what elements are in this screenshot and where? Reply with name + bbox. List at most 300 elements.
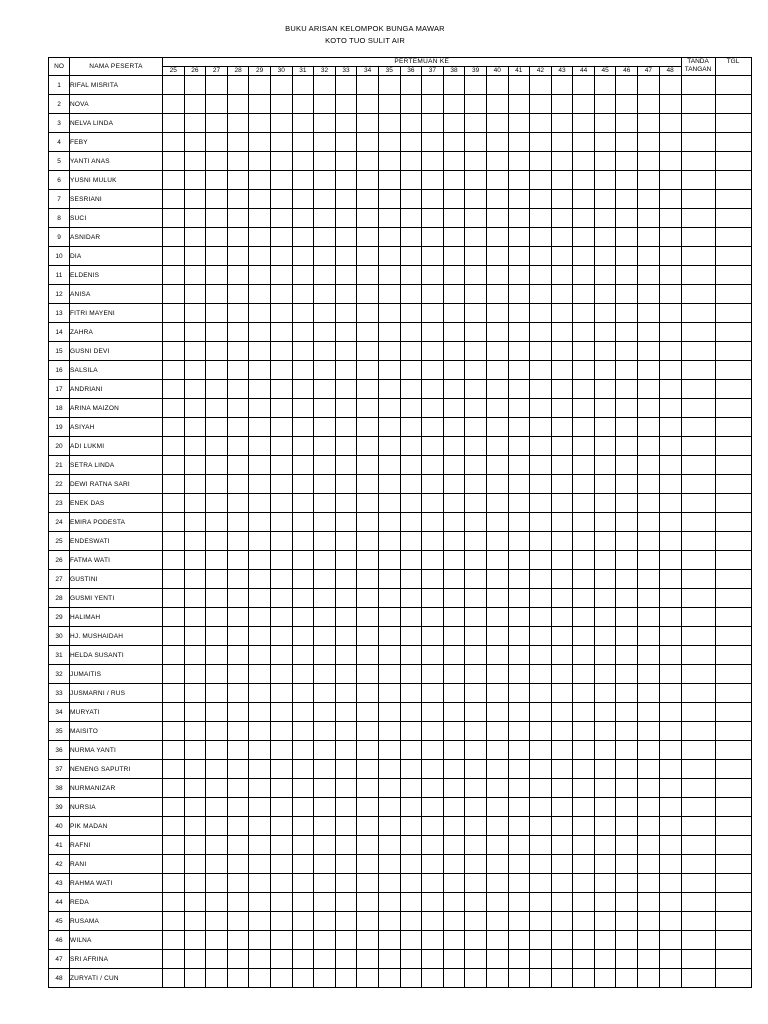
meeting-cell bbox=[551, 266, 573, 285]
meeting-cell bbox=[659, 133, 681, 152]
meeting-cell bbox=[378, 399, 400, 418]
participant-name: MAISITO bbox=[70, 722, 163, 741]
meeting-cell bbox=[400, 133, 422, 152]
meeting-cell bbox=[443, 950, 465, 969]
meeting-cell bbox=[573, 266, 595, 285]
meeting-cell bbox=[508, 570, 530, 589]
meeting-cell bbox=[508, 912, 530, 931]
meeting-cell bbox=[508, 361, 530, 380]
meeting-cell bbox=[357, 133, 379, 152]
row-number: 10 bbox=[49, 247, 70, 266]
row-number: 37 bbox=[49, 760, 70, 779]
meeting-cell bbox=[227, 133, 249, 152]
meeting-cell bbox=[335, 133, 357, 152]
meeting-cell bbox=[227, 741, 249, 760]
signature-cell bbox=[681, 855, 715, 874]
meeting-cell bbox=[465, 247, 487, 266]
meeting-number-header: 40 bbox=[486, 67, 508, 76]
meeting-cell bbox=[443, 133, 465, 152]
meeting-cell bbox=[616, 437, 638, 456]
signature-cell bbox=[681, 285, 715, 304]
meeting-cell bbox=[314, 779, 336, 798]
table-row bbox=[49, 931, 752, 950]
meeting-cell bbox=[206, 855, 228, 874]
meeting-cell bbox=[163, 912, 185, 931]
meeting-cell bbox=[314, 437, 336, 456]
meeting-cell bbox=[163, 152, 185, 171]
meeting-cell bbox=[314, 874, 336, 893]
meeting-cell bbox=[638, 228, 660, 247]
meeting-cell bbox=[486, 950, 508, 969]
participant-name: ENDESWATI bbox=[70, 532, 163, 551]
meeting-cell bbox=[659, 171, 681, 190]
meeting-cell bbox=[206, 513, 228, 532]
meeting-cell bbox=[530, 266, 552, 285]
meeting-cell bbox=[357, 209, 379, 228]
meeting-cell bbox=[378, 323, 400, 342]
participant-name: EMIRA PODESTA bbox=[70, 513, 163, 532]
meeting-cell bbox=[443, 342, 465, 361]
meeting-cell bbox=[184, 361, 206, 380]
meeting-cell bbox=[400, 209, 422, 228]
meeting-cell bbox=[638, 76, 660, 95]
meeting-cell bbox=[357, 361, 379, 380]
table-row bbox=[49, 912, 752, 931]
meeting-cell bbox=[465, 760, 487, 779]
meeting-cell bbox=[551, 494, 573, 513]
row-number: 44 bbox=[49, 893, 70, 912]
meeting-cell bbox=[378, 190, 400, 209]
meeting-cell bbox=[292, 133, 314, 152]
meeting-cell bbox=[638, 817, 660, 836]
row-number: 22 bbox=[49, 475, 70, 494]
meeting-cell bbox=[443, 760, 465, 779]
meeting-cell bbox=[314, 722, 336, 741]
meeting-cell bbox=[551, 418, 573, 437]
participant-name: REDA bbox=[70, 893, 163, 912]
meeting-cell bbox=[378, 950, 400, 969]
meeting-cell bbox=[530, 684, 552, 703]
meeting-cell bbox=[551, 285, 573, 304]
meeting-cell bbox=[659, 342, 681, 361]
meeting-cell bbox=[357, 475, 379, 494]
participant-name: GUSMI YENTI bbox=[70, 589, 163, 608]
meeting-cell bbox=[594, 589, 616, 608]
meeting-cell bbox=[400, 532, 422, 551]
signature-cell bbox=[681, 152, 715, 171]
meeting-cell bbox=[443, 228, 465, 247]
meeting-cell bbox=[638, 950, 660, 969]
meeting-cell bbox=[184, 209, 206, 228]
meeting-cell bbox=[508, 703, 530, 722]
meeting-cell bbox=[594, 760, 616, 779]
meeting-cell bbox=[594, 817, 616, 836]
meeting-cell bbox=[508, 741, 530, 760]
date-cell bbox=[715, 855, 751, 874]
meeting-cell bbox=[206, 361, 228, 380]
meeting-cell bbox=[573, 76, 595, 95]
meeting-cell bbox=[573, 323, 595, 342]
meeting-cell bbox=[270, 209, 292, 228]
meeting-cell bbox=[465, 475, 487, 494]
meeting-cell bbox=[594, 513, 616, 532]
meeting-cell bbox=[659, 741, 681, 760]
meeting-cell bbox=[594, 475, 616, 494]
meeting-cell bbox=[270, 418, 292, 437]
meeting-cell bbox=[551, 228, 573, 247]
meeting-cell bbox=[314, 76, 336, 95]
meeting-cell bbox=[227, 760, 249, 779]
meeting-cell bbox=[465, 342, 487, 361]
meeting-cell bbox=[184, 437, 206, 456]
meeting-cell bbox=[292, 779, 314, 798]
table-row bbox=[49, 266, 752, 285]
meeting-cell bbox=[638, 399, 660, 418]
meeting-cell bbox=[508, 342, 530, 361]
meeting-cell bbox=[551, 475, 573, 494]
meeting-cell bbox=[508, 285, 530, 304]
meeting-cell bbox=[638, 589, 660, 608]
meeting-cell bbox=[163, 418, 185, 437]
meeting-cell bbox=[357, 418, 379, 437]
meeting-cell bbox=[335, 931, 357, 950]
participant-name: YANTI ANAS bbox=[70, 152, 163, 171]
signature-cell bbox=[681, 95, 715, 114]
meeting-cell bbox=[443, 418, 465, 437]
meeting-cell bbox=[184, 133, 206, 152]
meeting-cell bbox=[292, 247, 314, 266]
row-number: 9 bbox=[49, 228, 70, 247]
meeting-cell bbox=[227, 912, 249, 931]
date-cell bbox=[715, 361, 751, 380]
meeting-cell bbox=[486, 893, 508, 912]
meeting-cell bbox=[227, 418, 249, 437]
signature-cell bbox=[681, 76, 715, 95]
meeting-cell bbox=[270, 779, 292, 798]
date-cell bbox=[715, 817, 751, 836]
meeting-cell bbox=[249, 323, 271, 342]
meeting-cell bbox=[400, 741, 422, 760]
meeting-cell bbox=[335, 418, 357, 437]
meeting-cell bbox=[378, 589, 400, 608]
meeting-cell bbox=[659, 266, 681, 285]
meeting-cell bbox=[486, 931, 508, 950]
meeting-cell bbox=[573, 836, 595, 855]
meeting-cell bbox=[465, 627, 487, 646]
meeting-cell bbox=[184, 646, 206, 665]
meeting-cell bbox=[594, 570, 616, 589]
meeting-cell bbox=[486, 627, 508, 646]
meeting-cell bbox=[551, 703, 573, 722]
meeting-cell bbox=[530, 836, 552, 855]
meeting-cell bbox=[659, 399, 681, 418]
date-cell bbox=[715, 304, 751, 323]
meeting-cell bbox=[443, 722, 465, 741]
meeting-cell bbox=[465, 817, 487, 836]
meeting-cell bbox=[530, 228, 552, 247]
meeting-cell bbox=[573, 798, 595, 817]
meeting-cell bbox=[206, 399, 228, 418]
meeting-cell bbox=[357, 95, 379, 114]
meeting-cell bbox=[594, 532, 616, 551]
meeting-cell bbox=[314, 342, 336, 361]
meeting-cell bbox=[659, 836, 681, 855]
meeting-cell bbox=[508, 950, 530, 969]
meeting-cell bbox=[314, 912, 336, 931]
meeting-cell bbox=[400, 608, 422, 627]
meeting-cell bbox=[443, 779, 465, 798]
meeting-cell bbox=[530, 570, 552, 589]
meeting-cell bbox=[206, 722, 228, 741]
meeting-cell bbox=[422, 361, 444, 380]
signature-cell bbox=[681, 836, 715, 855]
meeting-cell bbox=[292, 76, 314, 95]
meeting-cell bbox=[335, 646, 357, 665]
meeting-cell bbox=[314, 969, 336, 988]
signature-cell bbox=[681, 513, 715, 532]
meeting-cell bbox=[616, 684, 638, 703]
meeting-cell bbox=[292, 532, 314, 551]
date-cell bbox=[715, 931, 751, 950]
meeting-cell bbox=[335, 513, 357, 532]
meeting-cell bbox=[573, 437, 595, 456]
meeting-cell bbox=[314, 760, 336, 779]
signature-cell bbox=[681, 646, 715, 665]
row-number: 38 bbox=[49, 779, 70, 798]
meeting-cell bbox=[163, 665, 185, 684]
meeting-cell bbox=[530, 969, 552, 988]
meeting-number-header: 26 bbox=[184, 67, 206, 76]
meeting-cell bbox=[465, 684, 487, 703]
meeting-cell bbox=[443, 684, 465, 703]
meeting-number-header: 27 bbox=[206, 67, 228, 76]
meeting-cell bbox=[508, 855, 530, 874]
meeting-cell bbox=[573, 912, 595, 931]
meeting-cell bbox=[292, 285, 314, 304]
participant-name: DIA bbox=[70, 247, 163, 266]
date-cell bbox=[715, 133, 751, 152]
meeting-cell bbox=[638, 380, 660, 399]
meeting-cell bbox=[292, 893, 314, 912]
meeting-cell bbox=[465, 304, 487, 323]
meeting-cell bbox=[443, 551, 465, 570]
date-cell bbox=[715, 152, 751, 171]
participant-name: ELDENIS bbox=[70, 266, 163, 285]
meeting-cell bbox=[486, 209, 508, 228]
meeting-cell bbox=[551, 570, 573, 589]
row-number: 46 bbox=[49, 931, 70, 950]
meeting-cell bbox=[573, 779, 595, 798]
meeting-cell bbox=[551, 114, 573, 133]
signature-cell bbox=[681, 779, 715, 798]
meeting-cell bbox=[573, 703, 595, 722]
table-row bbox=[49, 114, 752, 133]
meeting-cell bbox=[594, 95, 616, 114]
meeting-cell bbox=[551, 855, 573, 874]
meeting-cell bbox=[594, 247, 616, 266]
meeting-cell bbox=[422, 437, 444, 456]
meeting-cell bbox=[184, 456, 206, 475]
meeting-cell bbox=[163, 209, 185, 228]
meeting-cell bbox=[270, 589, 292, 608]
table-row bbox=[49, 741, 752, 760]
meeting-cell bbox=[486, 475, 508, 494]
meeting-cell bbox=[163, 380, 185, 399]
date-cell bbox=[715, 570, 751, 589]
table-row bbox=[49, 380, 752, 399]
meeting-cell bbox=[249, 95, 271, 114]
meeting-cell bbox=[638, 190, 660, 209]
meeting-cell bbox=[357, 551, 379, 570]
meeting-cell bbox=[508, 665, 530, 684]
meeting-number-header: 30 bbox=[270, 67, 292, 76]
participant-name: JUMAITIS bbox=[70, 665, 163, 684]
meeting-number-header: 35 bbox=[378, 67, 400, 76]
meeting-cell bbox=[573, 380, 595, 399]
meeting-cell bbox=[443, 855, 465, 874]
meeting-cell bbox=[184, 285, 206, 304]
meeting-cell bbox=[400, 817, 422, 836]
meeting-cell bbox=[163, 266, 185, 285]
meeting-cell bbox=[443, 437, 465, 456]
meeting-cell bbox=[206, 608, 228, 627]
meeting-cell bbox=[292, 684, 314, 703]
meeting-cell bbox=[551, 646, 573, 665]
meeting-cell bbox=[486, 779, 508, 798]
meeting-cell bbox=[508, 247, 530, 266]
meeting-cell bbox=[422, 741, 444, 760]
meeting-cell bbox=[594, 285, 616, 304]
meeting-cell bbox=[659, 152, 681, 171]
signature-header-line-2: TANGAN bbox=[684, 65, 712, 73]
meeting-cell bbox=[163, 114, 185, 133]
meeting-cell bbox=[616, 722, 638, 741]
meeting-cell bbox=[184, 570, 206, 589]
meeting-cell bbox=[292, 798, 314, 817]
meeting-cell bbox=[314, 741, 336, 760]
meeting-cell bbox=[227, 114, 249, 133]
meeting-cell bbox=[486, 152, 508, 171]
meeting-cell bbox=[573, 646, 595, 665]
meeting-cell bbox=[443, 285, 465, 304]
meeting-cell bbox=[508, 760, 530, 779]
meeting-cell bbox=[486, 798, 508, 817]
meeting-cell bbox=[357, 342, 379, 361]
row-number: 26 bbox=[49, 551, 70, 570]
meeting-cell bbox=[465, 855, 487, 874]
meeting-cell bbox=[249, 855, 271, 874]
meeting-cell bbox=[314, 703, 336, 722]
row-number: 32 bbox=[49, 665, 70, 684]
meeting-cell bbox=[638, 779, 660, 798]
meeting-cell bbox=[184, 190, 206, 209]
meeting-cell bbox=[184, 627, 206, 646]
meeting-cell bbox=[378, 304, 400, 323]
meeting-cell bbox=[292, 380, 314, 399]
meeting-cell bbox=[594, 76, 616, 95]
meeting-cell bbox=[486, 646, 508, 665]
meeting-cell bbox=[163, 551, 185, 570]
meeting-cell bbox=[249, 342, 271, 361]
meeting-cell bbox=[292, 304, 314, 323]
meeting-cell bbox=[206, 741, 228, 760]
meeting-cell bbox=[357, 589, 379, 608]
meeting-cell bbox=[659, 684, 681, 703]
date-cell bbox=[715, 646, 751, 665]
meeting-cell bbox=[530, 437, 552, 456]
meeting-cell bbox=[184, 342, 206, 361]
meeting-cell bbox=[638, 741, 660, 760]
meeting-cell bbox=[335, 209, 357, 228]
meeting-cell bbox=[249, 418, 271, 437]
meeting-cell bbox=[249, 798, 271, 817]
signature-cell bbox=[681, 190, 715, 209]
table-row bbox=[49, 836, 752, 855]
meeting-cell bbox=[314, 190, 336, 209]
meeting-cell bbox=[573, 285, 595, 304]
meeting-cell bbox=[616, 798, 638, 817]
meeting-cell bbox=[594, 171, 616, 190]
meeting-cell bbox=[184, 171, 206, 190]
meeting-cell bbox=[378, 133, 400, 152]
meeting-cell bbox=[659, 361, 681, 380]
meeting-cell bbox=[206, 836, 228, 855]
meeting-cell bbox=[184, 703, 206, 722]
meeting-cell bbox=[249, 684, 271, 703]
date-cell bbox=[715, 741, 751, 760]
meeting-cell bbox=[594, 418, 616, 437]
table-row bbox=[49, 589, 752, 608]
participant-name: ZAHRA bbox=[70, 323, 163, 342]
meeting-cell bbox=[594, 893, 616, 912]
meeting-cell bbox=[594, 228, 616, 247]
meeting-cell bbox=[616, 551, 638, 570]
meeting-cell bbox=[335, 95, 357, 114]
meeting-cell bbox=[314, 931, 336, 950]
meeting-cell bbox=[465, 646, 487, 665]
meeting-cell bbox=[249, 969, 271, 988]
row-number: 5 bbox=[49, 152, 70, 171]
meeting-number-header: 32 bbox=[314, 67, 336, 76]
meeting-cell bbox=[249, 532, 271, 551]
meeting-cell bbox=[184, 817, 206, 836]
meeting-cell bbox=[465, 437, 487, 456]
meeting-cell bbox=[443, 114, 465, 133]
participant-name: SETRA LINDA bbox=[70, 456, 163, 475]
meeting-cell bbox=[357, 665, 379, 684]
meeting-cell bbox=[314, 399, 336, 418]
table-row bbox=[49, 152, 752, 171]
meeting-cell bbox=[249, 551, 271, 570]
meeting-cell bbox=[530, 608, 552, 627]
meeting-cell bbox=[638, 266, 660, 285]
meeting-cell bbox=[616, 589, 638, 608]
participant-name: ZURYATI / CUN bbox=[70, 969, 163, 988]
meeting-cell bbox=[530, 893, 552, 912]
meeting-cell bbox=[508, 874, 530, 893]
meeting-cell bbox=[465, 361, 487, 380]
meeting-cell bbox=[314, 380, 336, 399]
meeting-cell bbox=[422, 589, 444, 608]
meeting-cell bbox=[400, 456, 422, 475]
meeting-cell bbox=[443, 874, 465, 893]
meeting-cell bbox=[227, 646, 249, 665]
meeting-cell bbox=[270, 722, 292, 741]
meeting-cell bbox=[422, 627, 444, 646]
meeting-cell bbox=[357, 722, 379, 741]
signature-cell bbox=[681, 361, 715, 380]
meeting-cell bbox=[616, 665, 638, 684]
